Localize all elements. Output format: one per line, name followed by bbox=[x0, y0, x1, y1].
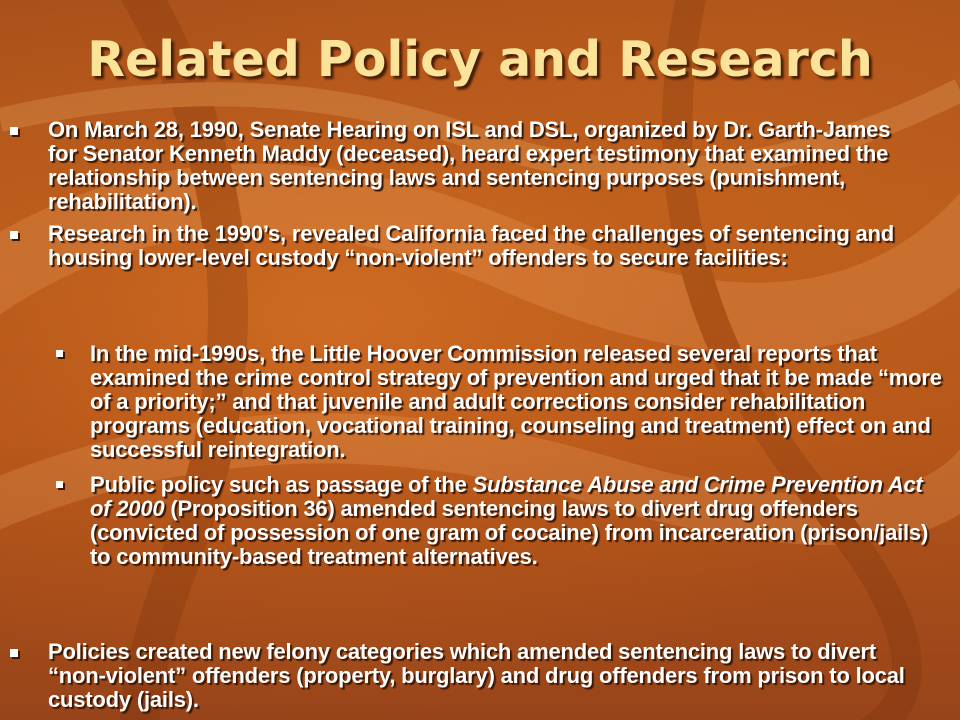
sub-bullet-text-before: Public policy such as passage of the bbox=[90, 472, 473, 497]
sub-bullet-item bbox=[90, 473, 940, 569]
sub-bullet-text: In the mid-1990s, the Little Hoover Commission released several reports that examined the crime control strategy of prevention and urged that it be made “more of a priority;” and that juvenile and adult corrections consider rehabilitation programs (education, vocational training, counseling and treatment) effect on and successful reintegration. bbox=[90, 341, 942, 462]
square-bullet-icon bbox=[10, 649, 18, 657]
bullet-item bbox=[48, 640, 938, 712]
bullet-text: On March 28, 1990, Senate Hearing on ISL and DSL, organized by Dr. Garth-James for Senator Kenneth Maddy (deceased), heard expert testimony that examined the relationship between sentencing laws and sentencing purposes (punishment, rehabilitation). bbox=[48, 117, 891, 214]
bullet-item bbox=[48, 222, 918, 270]
sub-bullet-item bbox=[90, 342, 950, 462]
act-name: Substance Abuse and Crime Prevention Act of 2000 bbox=[90, 472, 923, 521]
square-bullet-icon bbox=[56, 481, 63, 488]
bullet-item bbox=[48, 118, 918, 214]
slide-title: Related Policy and Research bbox=[87, 31, 873, 88]
bullet-text: Policies created new felony categories which amended sentencing laws to divert “non-violent” offenders (property, burglary) and drug offenders from prison to local custody (jails). bbox=[48, 639, 905, 712]
sub-bullet-text-after: (Proposition 36) amended sentencing laws to divert drug offenders (convicted of possession of one gram of cocaine) from incarceration (prison/jails) to community-based treatment alternatives. bbox=[90, 496, 929, 569]
square-bullet-icon bbox=[10, 231, 18, 239]
square-bullet-icon bbox=[10, 127, 18, 135]
square-bullet-icon bbox=[56, 350, 63, 357]
bullet-text: Research in the 1990’s, revealed California faced the challenges of sentencing and housing lower-level custody “non-violent” offenders to secure facilities: bbox=[48, 221, 894, 270]
